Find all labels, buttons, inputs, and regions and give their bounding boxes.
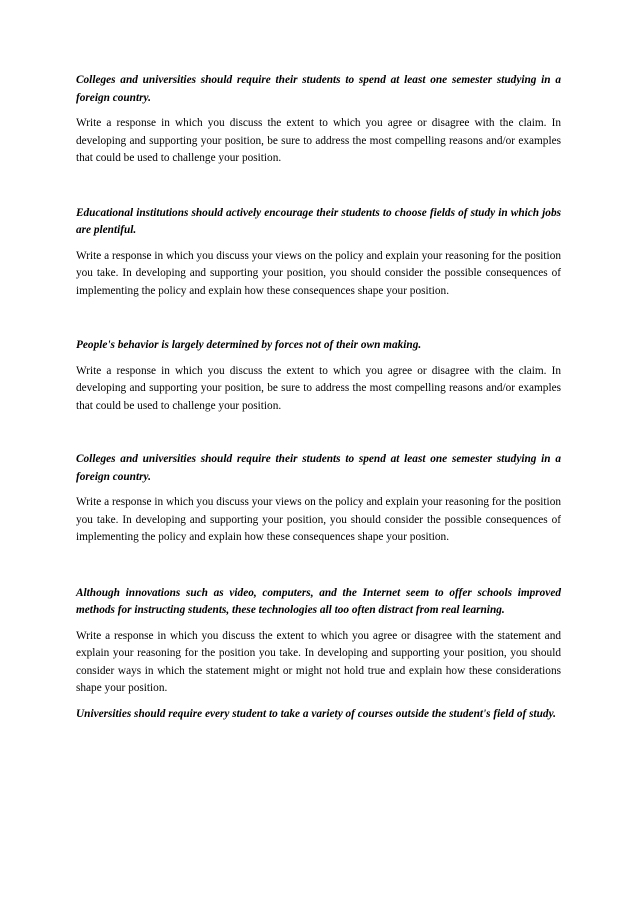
prompt-block	[76, 72, 561, 168]
prompt-claim: Although innovations such as video, computers, and the Internet seem to offer schools improved methods for instructing students, these technologies all too often distract from real learning.	[76, 586, 561, 616]
prompt-block	[76, 451, 561, 547]
prompt-claim: Educational institutions should actively encourage their students to choose fields of study in which jobs are plentiful.	[76, 206, 561, 236]
prompt-claim: Universities should require every student to take a variety of courses outside the student's field of study.	[76, 707, 557, 720]
prompt-block	[76, 205, 561, 301]
prompt-block	[76, 337, 561, 415]
prompt-claim: Colleges and universities should require their students to spend at least one semester studying in a foreign country.	[76, 453, 561, 483]
prompt-block	[76, 585, 561, 698]
prompt-instruction: Write a response in which you discuss the extent to which you agree or disagree with the claim. In developing and supporting your position, be sure to address the most compelling reasons and/or examples that could be used to challenge your position.	[76, 117, 561, 164]
prompt-claim: Colleges and universities should require their students to spend at least one semester studying in a foreign country.	[76, 74, 561, 104]
prompt-instruction: Write a response in which you discuss the extent to which you agree or disagree with the statement and explain your reasoning for the position you take. In developing and supporting your position, you should consider ways in which the statement might or might not hold true and explain how these considerations shape your position.	[76, 629, 561, 694]
prompt-instruction: Write a response in which you discuss the extent to which you agree or disagree with the claim. In developing and supporting your position, be sure to address the most compelling reasons and/or examples that could be used to challenge your position.	[76, 364, 561, 412]
prompt-instruction: Write a response in which you discuss your views on the policy and explain your reasoning for the position you take. In developing and supporting your position, you should consider the possible consequences of implementing the policy and explain how these consequences shape your position.	[76, 249, 561, 297]
document-page	[76, 72, 561, 731]
prompt-claim: People's behavior is largely determined by forces not of their own making.	[76, 339, 422, 351]
prompt-block	[76, 706, 561, 724]
prompt-instruction: Write a response in which you discuss your views on the policy and explain your reasoning for the position you take. In developing and supporting your position, you should consider the possible consequences of implementing the policy and explain how these consequences shape your position.	[76, 496, 561, 543]
